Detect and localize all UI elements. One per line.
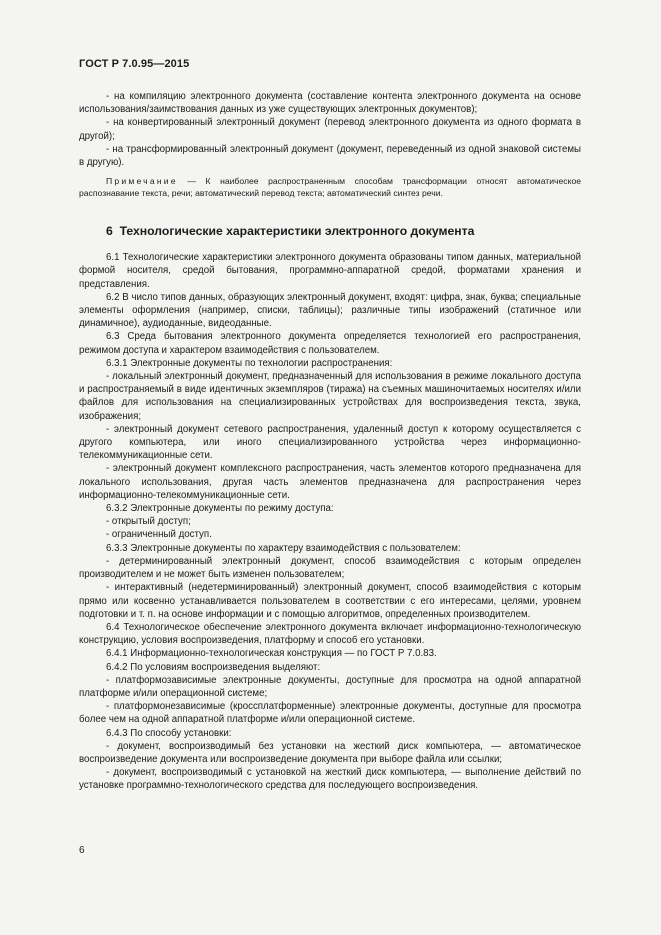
list-item: - детерминированный электронный документ, способ взаимодействия с которым определен производителем и не может быть изменен пользователем;	[79, 555, 581, 581]
paragraph: 6.4.3 По способу установки:	[106, 727, 232, 739]
list-item: - электронный документ комплексного распространения, часть элементов которого предназначена для локального использования, другая часть элементов предназначена для распространения через информационно-телекоммуникационные сети.	[79, 463, 581, 501]
list-item: - на компиляцию электронного документа (составление контента электронного документа на основе использования/заимствования данных из уже существующих электронных документов);	[79, 91, 581, 116]
page-number: 6	[79, 845, 85, 856]
paragraph: 6.1 Технологические характеристики электронного документа образованы типом данных, материальной формой носителя, средой бытования, программно-аппаратной средой, форматами хранения и представления.	[79, 252, 581, 290]
paragraph: 6.4.1 Информационно-технологическая конструкция — по ГОСТ Р 7.0.83.	[106, 648, 437, 660]
paragraph: 6.3.2 Электронные документы по режиму доступа:	[106, 503, 334, 515]
paragraph: 6.2 В число типов данных, образующих электронный документ, входят: цифра, знак, буква; специальные элементы оформления (например, списки, таблицы); различные типы изображений (статичное или динамичное), аудиоданные, видеоданные.	[79, 291, 581, 330]
list-item: - платформозависимые электронные документы, доступные для просмотра на одной аппаратной платформе и/или операционной системе;	[79, 674, 581, 699]
list-item: - документ, воспроизводимый с установкой на жесткий диск компьютера, — выполнение действий по установке программно-технологического средства для последующего воспроизведения.	[79, 767, 581, 792]
list-item: - на трансформированный электронный документ (документ, переведенный из одной знаковой системы в другую).	[79, 143, 581, 169]
paragraph: 6.4.2 По условиям воспроизведения выделяют:	[106, 661, 321, 673]
document-header: ГОСТ Р 7.0.95—2015	[79, 58, 190, 70]
note-label: Примечание	[106, 176, 178, 187]
note	[79, 175, 581, 199]
page-content	[79, 90, 581, 793]
list-item: - документ, воспроизводимый без установки на жесткий диск компьютера, — автоматическое воспроизведение документа или воспроизведение документа при выборе файла или ссылки;	[79, 740, 581, 765]
paragraph: 6.3.1 Электронные документы по технологии распространения:	[106, 357, 393, 369]
list-item: - электронный документ сетевого распространения, удаленный доступ к которому осуществляется с другого компьютера, или иного специализированного устройства через информационно-телекоммуникационные сети.	[79, 423, 581, 462]
section-number: 6	[106, 224, 113, 239]
list-item: - открытый доступ;	[106, 516, 191, 528]
section-title: Технологические характеристики электронного документа	[119, 224, 475, 239]
list-item: - ограниченный доступ.	[106, 529, 212, 541]
paragraph: 6.3 Среда бытования электронного документа определяется технологией его распространения, режимом доступа и характером взаимодействия с пользователем.	[79, 331, 581, 356]
list-item: - локальный электронный документ, предназначенный для использования в режиме локального доступа и распространяемый в виде идентичных экземпляров (тиража) на съемных машиночитаемых носителях и/или файлов для использования на специализированных устройствах для воспроизведения текста, звука, изображения;	[79, 371, 581, 422]
list-item: - интерактивный (недетерминированный) электронный документ, способ взаимодействия с которым прямо или косвенно устанавливается пользователем в соответствии с его интересами, целями, уровнем подготовки и т. п. на основе информации и с помощью алгоритмов, определенных производителем.	[79, 582, 581, 620]
section-heading	[79, 224, 581, 239]
paragraph: 6.3.3 Электронные документы по характеру взаимодействия с пользователем:	[106, 542, 461, 554]
list-item: - платформонезависимые (кроссплатформенные) электронные документы, доступные для просмотра более чем на одной аппаратной платформе и/или операционной системе.	[79, 701, 581, 726]
note-text: — К наиболее распространенным способам трансформации относят автоматическое распознавание текста, речи; автоматический перевод текста; автоматический синтез речи.	[79, 176, 582, 199]
list-item: - на конвертированный электронный документ (перевод электронного документа из одного формата в другой);	[79, 117, 581, 142]
paragraph: 6.4 Технологическое обеспечение электронного документа включает информационно-технологическую конструкцию, условия воспроизведения, платформу и способ его установки.	[79, 621, 581, 647]
